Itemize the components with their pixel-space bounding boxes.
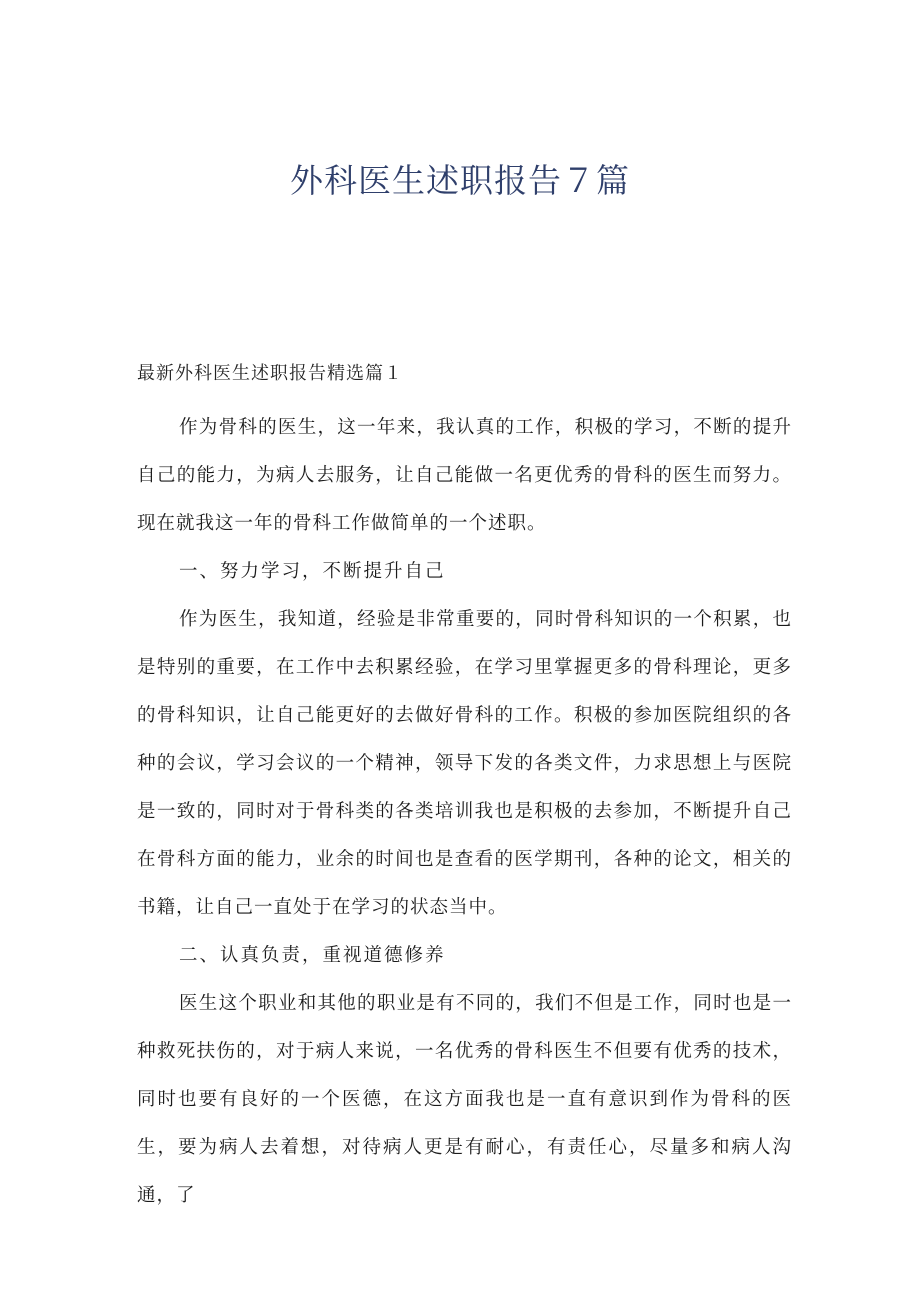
subheading-study: 一、努力学习，不断提升自己 bbox=[179, 561, 446, 582]
document-body bbox=[137, 404, 792, 1220]
subheading-ethics: 二、认真负责，重视道德修养 bbox=[179, 945, 446, 966]
document-title: 外科医生述职报告７篇 bbox=[290, 161, 630, 200]
intro-paragraph: 作为骨科的医生，这一年来，我认真的工作，积极的学习，不断的提升自己的能力，为病人去服务，让自己能做一名更优秀的骨科的医生而努力。现在就我这一年的骨科工作做简单的一个述职。 bbox=[137, 417, 792, 534]
ethics-paragraph: 医生这个职业和其他的职业是有不同的，我们不但是工作，同时也是一种救死扶伤的，对于病人来说，一名优秀的骨科医生不但要有优秀的技术，同时也要有良好的一个医德，在这方面我也是一直有意识到作为骨科的医生，要为病人去着想，对待病人更是有耐心，有责任心，尽量多和病人沟通，了 bbox=[137, 993, 792, 1206]
section-heading: 最新外科医生述职报告精选篇１ bbox=[137, 363, 403, 384]
study-paragraph: 作为医生，我知道，经验是非常重要的，同时骨科知识的一个积累，也是特别的重要，在工作中去积累经验，在学习里掌握更多的骨科理论，更多的骨科知识，让自己能更好的去做好骨科的工作。积极的参加医院组织的各种的会议，学习会议的一个精神，领导下发的各类文件，力求思想上与医院是一致的，同时对于骨科类的各类培训我也是积极的去参加，不断提升自己在骨科方面的能力，业余的时间也是查看的医学期刊，各种的论文，相关的书籍，让自己一直处于在学习的状态当中。 bbox=[137, 609, 792, 918]
